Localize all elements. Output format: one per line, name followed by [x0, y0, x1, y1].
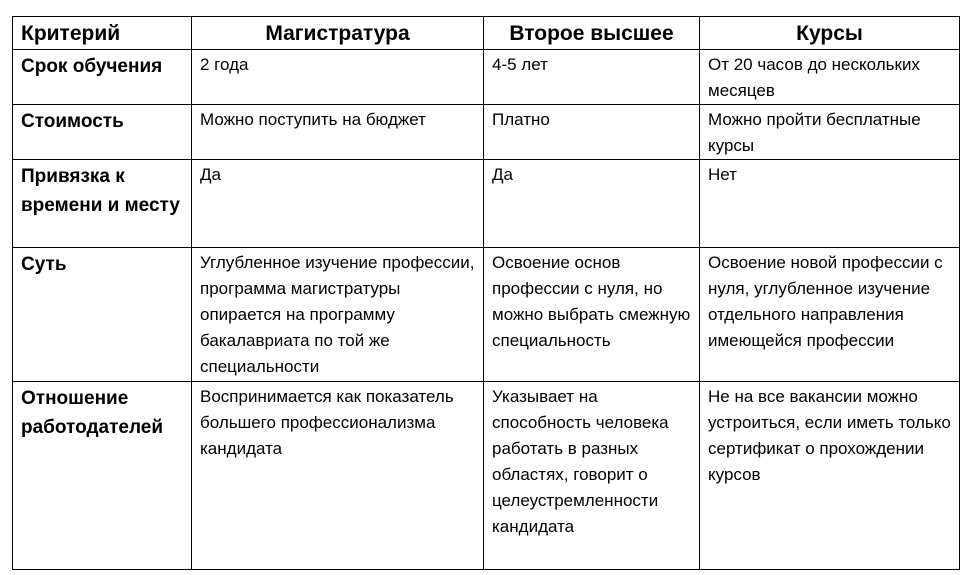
row-criterion: Привязка к времени и месту — [13, 160, 192, 248]
row-criterion: Суть — [13, 248, 192, 382]
comparison-table — [12, 16, 960, 570]
cell-courses: Освоение новой профессии с нуля, углубленное изучение отдельного направления имеющейся профессии — [700, 248, 960, 382]
cell-masters: Да — [192, 160, 484, 248]
cell-masters: Воспринимается как показатель большего профессионализма кандидата — [192, 382, 484, 570]
cell-courses: Нет — [700, 160, 960, 248]
cell-masters: Можно поступить на бюджет — [192, 105, 484, 160]
header-masters: Магистратура — [192, 17, 484, 50]
table-row — [13, 160, 960, 248]
cell-second-degree: 4-5 лет — [484, 50, 700, 105]
table-row — [13, 248, 960, 382]
cell-courses: От 20 часов до нескольких месяцев — [700, 50, 960, 105]
cell-masters: 2 года — [192, 50, 484, 105]
cell-second-degree: Платно — [484, 105, 700, 160]
comparison-table-container — [12, 16, 959, 570]
row-criterion: Отношение работодателей — [13, 382, 192, 570]
header-courses: Курсы — [700, 17, 960, 50]
cell-second-degree: Освоение основ профессии с нуля, но можно выбрать смежную специальность — [484, 248, 700, 382]
cell-second-degree: Да — [484, 160, 700, 248]
cell-masters: Углубленное изучение профессии, программа магистратуры опирается на программу бакалавриата по той же специальности — [192, 248, 484, 382]
cell-courses: Можно пройти бесплатные курсы — [700, 105, 960, 160]
table-row — [13, 105, 960, 160]
table-header-row — [13, 17, 960, 50]
table-row — [13, 50, 960, 105]
cell-second-degree: Указывает на способность человека работать в разных областях, говорит о целеустремленности кандидата — [484, 382, 700, 570]
row-criterion: Срок обучения — [13, 50, 192, 105]
header-criterion: Критерий — [13, 17, 192, 50]
row-criterion: Стоимость — [13, 105, 192, 160]
cell-courses: Не на все вакансии можно устроиться, если иметь только сертификат о прохождении курсов — [700, 382, 960, 570]
header-second-degree: Второе высшее — [484, 17, 700, 50]
table-row — [13, 382, 960, 570]
